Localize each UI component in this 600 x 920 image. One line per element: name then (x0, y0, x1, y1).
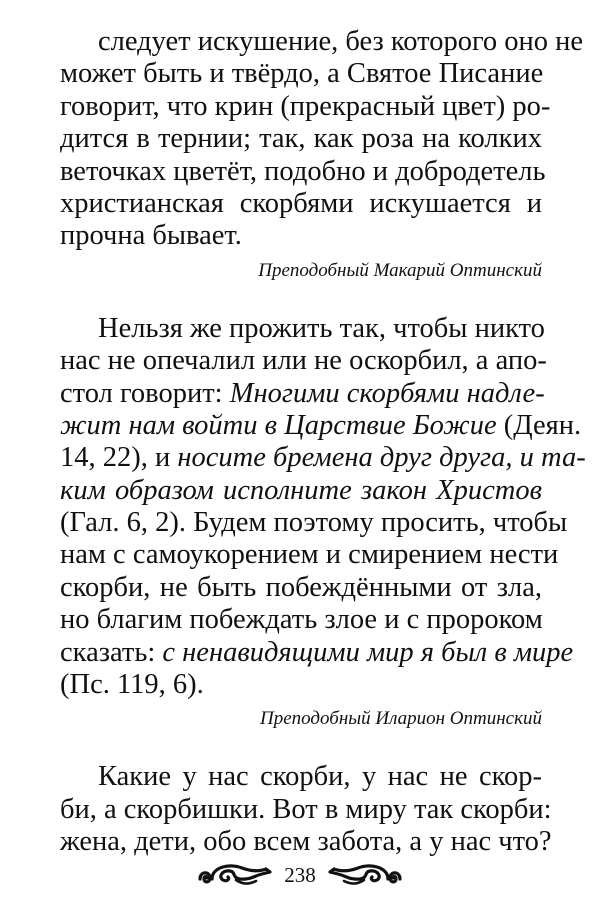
text-line (60, 604, 542, 636)
text-segment: (Гал. 6, 2). Будем поэтому просить, чтобы (60, 507, 568, 539)
text-segment: стол говорит: (60, 377, 230, 409)
text-line (60, 90, 551, 123)
text-line (60, 572, 542, 604)
text-line (60, 442, 586, 474)
text-segment: но благим побеждать злое и с пророком (60, 604, 543, 636)
text-segment: нам с самоукорением и смирением нести (60, 539, 559, 571)
text-segment: 14, 22), и (60, 442, 178, 474)
text-line (60, 409, 582, 442)
text-line (60, 26, 584, 58)
author-signature: Преподобный Иларион Оптинский (260, 708, 542, 730)
text-line (60, 155, 546, 188)
text-segment: скорби, не быть побеждёнными от зла, (60, 571, 542, 603)
paragraph (60, 761, 552, 858)
text-segment: веточках цветёт, подобно и добродетель (60, 155, 546, 187)
scroll-ornament-right-icon (326, 859, 404, 891)
text-line (60, 636, 574, 669)
text-segment: христианская скорбями искушается и (60, 187, 542, 219)
text-segment: Какие у нас скорби, у нас не скор- (98, 761, 542, 793)
paragraph (60, 26, 584, 313)
text-segment: (Пс. 119, 6). (60, 669, 204, 701)
text-segment: сказать: (60, 636, 163, 668)
text-line (60, 475, 542, 507)
text-segment: би, а скорбишки. Вот в миру так скорби: (60, 793, 552, 825)
scripture-quote: жит нам войти в Царствие Божие (60, 409, 497, 441)
scripture-quote: носите бремена друг друга, и та- (177, 442, 586, 474)
text-line (60, 793, 552, 826)
text-segment: говорит, что крин (прекрасный цвет) ро- (60, 90, 551, 122)
page-body (60, 26, 586, 859)
text-line (60, 761, 542, 793)
text-line (60, 220, 542, 252)
text-line (60, 188, 542, 220)
scripture-quote: Многими скорбями надле- (229, 377, 545, 409)
text-segment: жена, дети, обо всем забота, а у нас что? (60, 826, 552, 858)
text-line (60, 377, 545, 410)
text-line (60, 539, 559, 571)
scroll-ornament-left-icon (196, 859, 274, 891)
page-number: 238 (284, 862, 316, 887)
paragraph (60, 312, 586, 762)
text-segment: может быть и твёрдо, а Святое Писание (60, 58, 544, 90)
scripture-quote: с ненавидящими мир я был в мире (162, 636, 574, 668)
text-segment: Нельзя же прожить так, чтобы никто (98, 312, 545, 344)
scripture-quote: ким образом исполните закон Христов (60, 474, 542, 506)
text-line (60, 669, 542, 701)
text-segment: дится в тернии; так, как роза на колких (60, 123, 542, 155)
text-line (60, 312, 545, 345)
text-segment: (Деян. (496, 409, 582, 441)
text-line (60, 123, 542, 155)
text-segment: следует искушение, без которого оно не (98, 26, 584, 57)
text-line (60, 58, 542, 90)
text-segment: нас не опечалил или не оскорбил, а апо- (60, 345, 547, 377)
text-segment: прочна бывает. (60, 220, 242, 252)
text-line (60, 826, 552, 858)
author-signature: Преподобный Макарий Оптинский (258, 259, 542, 281)
text-line (60, 345, 547, 377)
page-footer (0, 855, 600, 895)
text-line (60, 507, 568, 539)
